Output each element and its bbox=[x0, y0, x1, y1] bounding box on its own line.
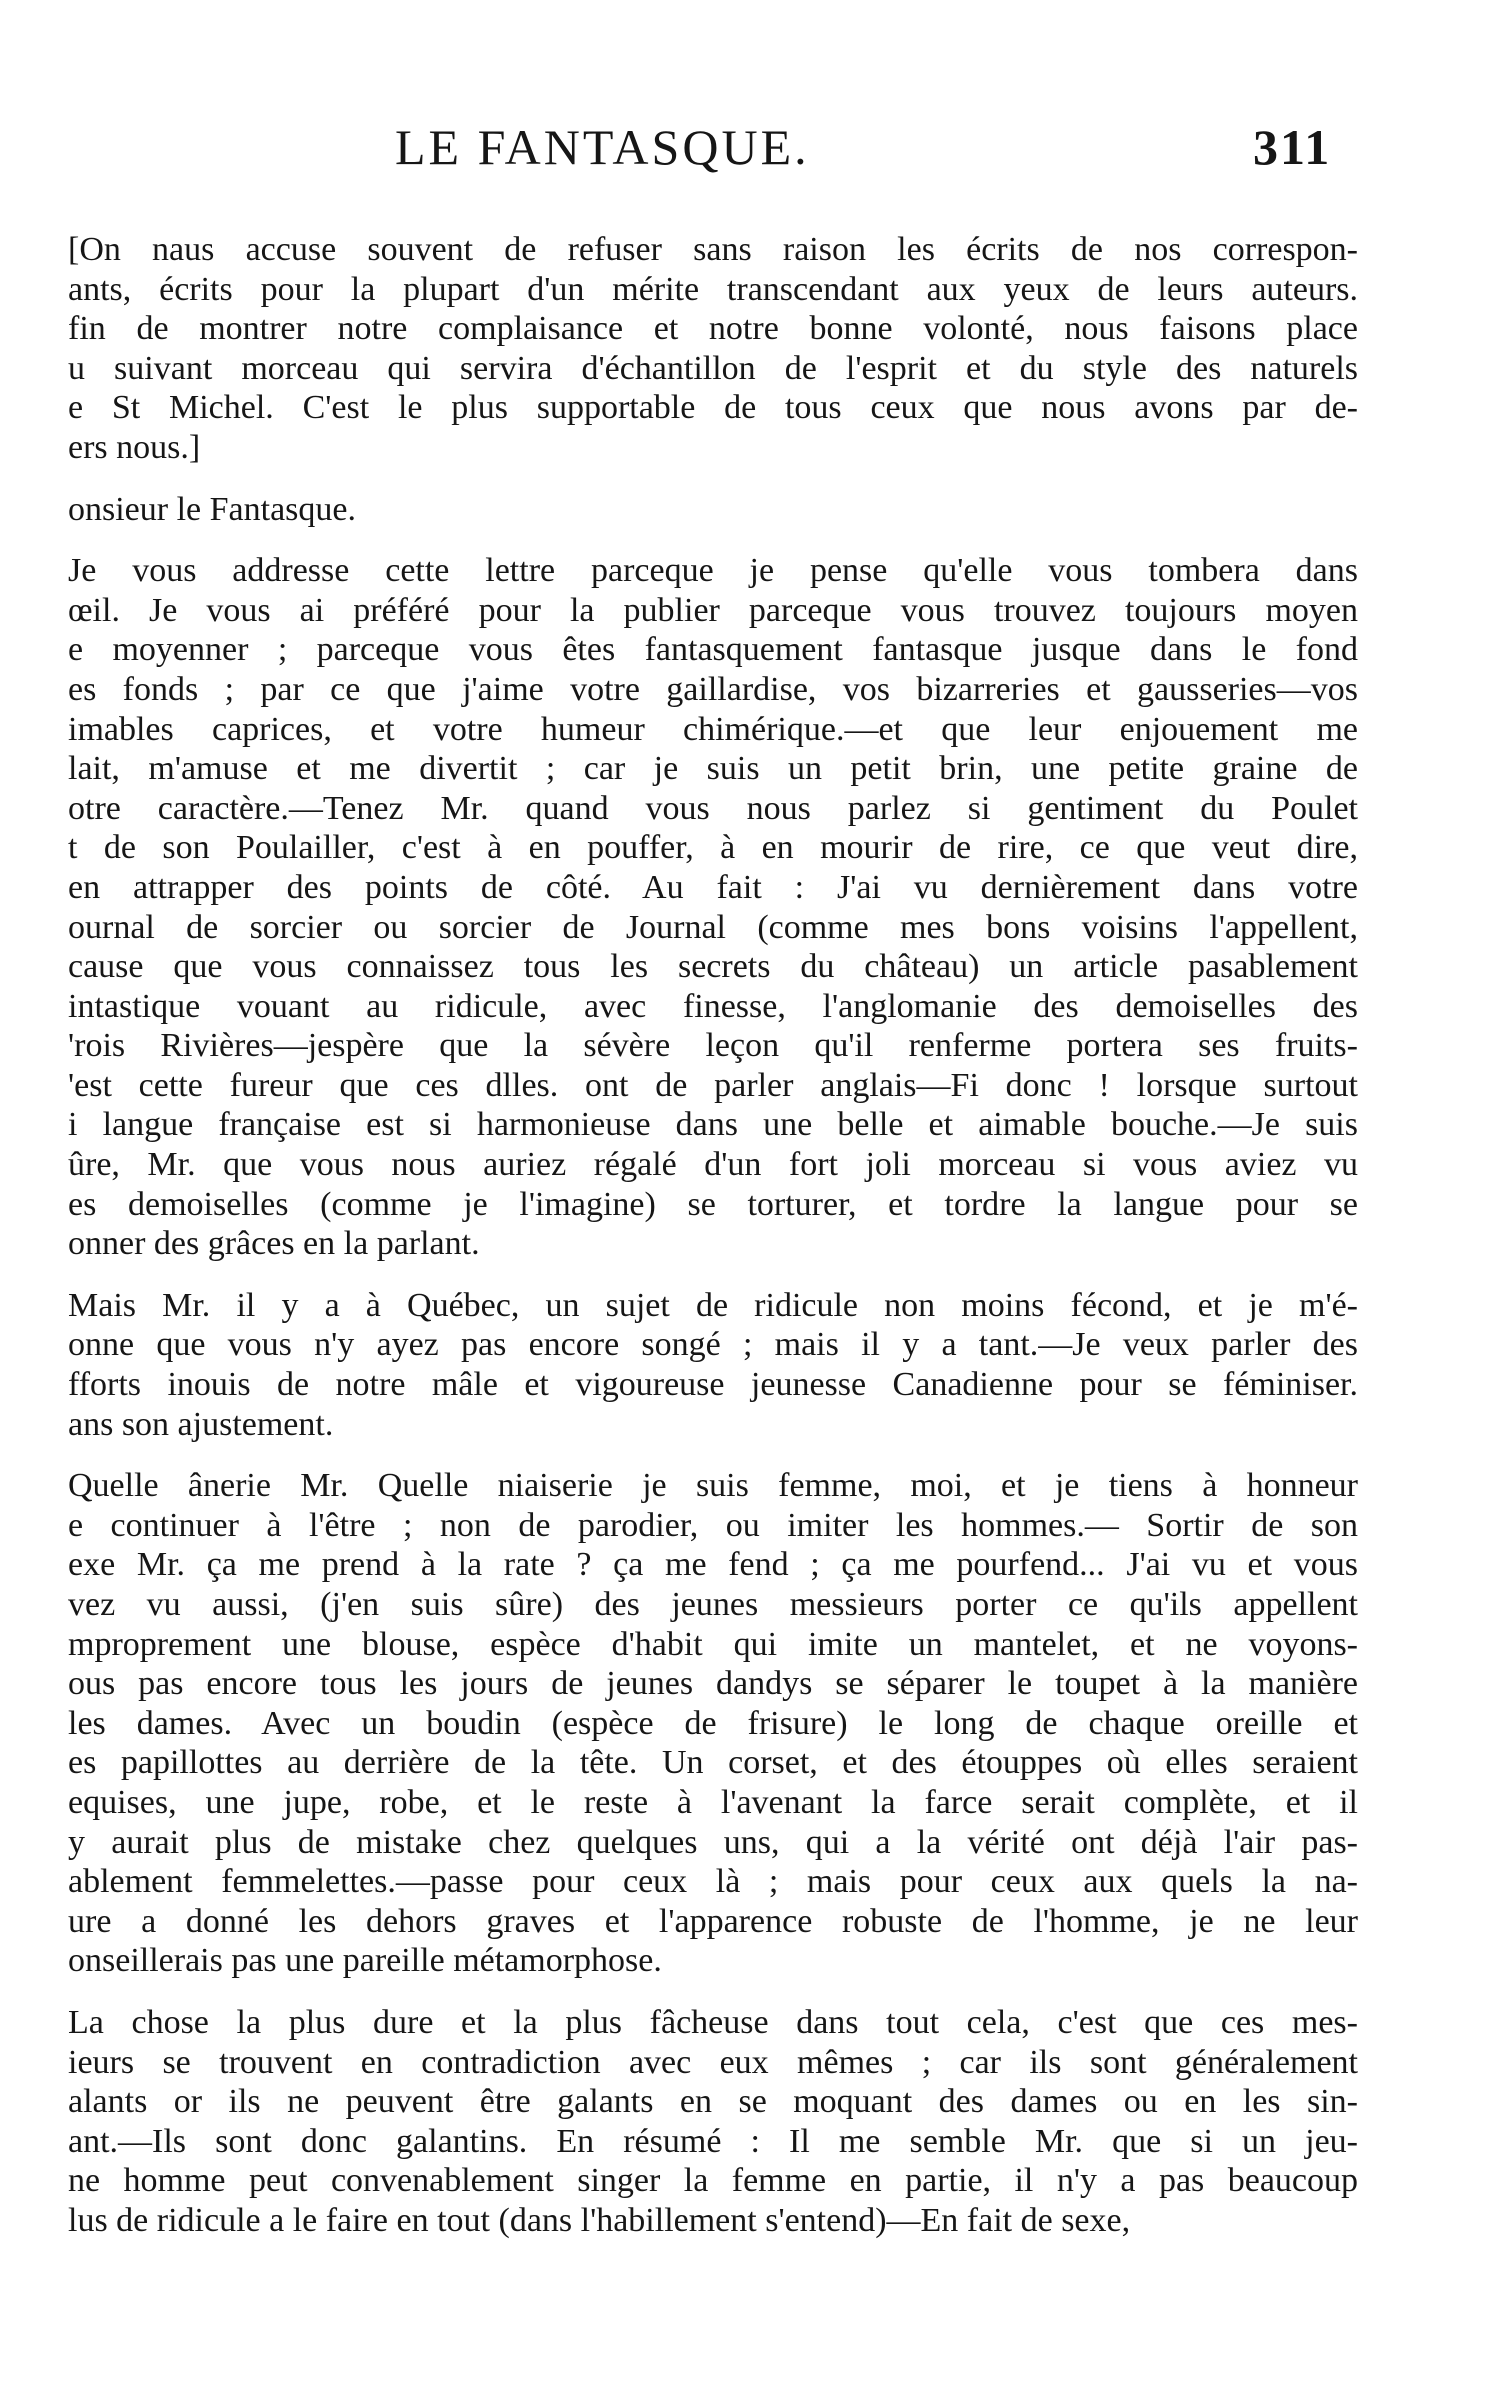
text-line: onner des grâces en la parlant. bbox=[68, 1225, 480, 1263]
paragraph bbox=[68, 1286, 1358, 1444]
paragraph bbox=[68, 2003, 1358, 2241]
text-line: i langue française est si harmonieuse dans une belle et aimable bouche.—Je suis bbox=[68, 1106, 1358, 1144]
paragraph-gap bbox=[68, 1981, 1358, 2003]
text-line: ne homme peut convenablement singer la femme en partie, il n'y a pas beaucoup bbox=[68, 2162, 1358, 2200]
text-line: imables caprices, et votre humeur chimérique.—et que leur enjouement me bbox=[68, 710, 1358, 748]
text-line: ers nous.] bbox=[68, 428, 201, 466]
text-line: alants or ils ne peuvent être galants en se moquant des dames ou en les sin- bbox=[68, 2083, 1358, 2121]
text-line: 'rois Rivières—jespère que la sévère leçon qu'il renferme portera ses fruits- bbox=[68, 1027, 1358, 1065]
text-line: ieurs se trouvent en contradiction avec eux mêmes ; car ils sont généralement bbox=[68, 2043, 1358, 2081]
text-line: Mais Mr. il y a à Québec, un sujet de ridicule non moins fécond, et je m'é- bbox=[68, 1286, 1358, 1324]
text-line: vez vu aussi, (j'en suis sûre) des jeunes messieurs porter ce qu'ils appellent bbox=[68, 1586, 1358, 1623]
paragraph-gap bbox=[68, 1444, 1358, 1466]
text-line: Quelle ânerie Mr. Quelle niaiserie je suis femme, moi, et je tiens à honneur bbox=[68, 1467, 1358, 1505]
text-line: Je vous addresse cette lettre parceque je pense qu'elle vous tombera dans bbox=[68, 552, 1358, 590]
text-line: e continuer à l'être ; non de parodier, ou imiter les hommes.— Sortir de son bbox=[68, 1506, 1358, 1544]
text-line: ure a donné les dehors graves et l'apparence robuste de l'homme, je ne leur bbox=[68, 1902, 1358, 1940]
text-line: ûre, Mr. que vous nous auriez régalé d'un fort joli morceau si vous aviez vu bbox=[68, 1146, 1358, 1184]
text-line: œil. Je vous ai préféré pour la publier parceque vous trouvez toujours moyen bbox=[68, 591, 1358, 629]
text-line: e moyenner ; parceque vous êtes fantasquement fantasque jusque dans le fond bbox=[68, 631, 1358, 669]
text-line: exe Mr. ça me prend à la rate ? ça me fend ; ça me pourfend... J'ai vu et vous bbox=[68, 1546, 1358, 1584]
text-line: onsieur le Fantasque. bbox=[68, 490, 356, 528]
text-line: fin de montrer notre complaisance et notre bonne volonté, nous faisons place bbox=[68, 310, 1358, 348]
text-line: ablement femmelettes.—passe pour ceux là ; mais pour ceux aux quels la na- bbox=[68, 1863, 1358, 1901]
text-line: en attrapper des points de côté. Au fait : J'ai vu dernièrement dans votre bbox=[68, 868, 1358, 906]
text-line: ous pas encore tous les jours de jeunes dandys se séparer le toupet à la manière bbox=[68, 1665, 1358, 1703]
text-line: 'est cette fureur que ces dlles. ont de parler anglais—Fi donc ! lorsque surtout bbox=[68, 1066, 1358, 1104]
text-line: lus de ridicule a le faire en tout (dans l'habillement s'entend)—En fait de sexe, bbox=[68, 2201, 1131, 2239]
text-line: es papillottes au derrière de la tête. Un corset, et des étouppes où elles seraient bbox=[68, 1744, 1358, 1782]
text-line: [On naus accuse souvent de refuser sans raison les écrits de nos correspon- bbox=[68, 231, 1358, 268]
paragraph bbox=[68, 1466, 1358, 1981]
text-line: es fonds ; par ce que j'aime votre gaillardise, vos bizarreries et gausseries—vos bbox=[68, 670, 1358, 708]
text-line: ournal de sorcier ou sorcier de Journal (comme mes bons voisins l'appellent, bbox=[68, 908, 1358, 946]
text-line: u suivant morceau qui servira d'échantillon de l'esprit et du style des naturels bbox=[68, 349, 1358, 387]
text-line: cause que vous connaissez tous les secrets du château) un article pasablement bbox=[68, 948, 1358, 986]
text-line: mproprement une blouse, espèce d'habit qui imite un mantelet, et ne voyons- bbox=[68, 1625, 1358, 1663]
paragraph bbox=[68, 490, 1358, 530]
paragraph bbox=[68, 230, 1358, 468]
text-line: otre caractère.—Tenez Mr. quand vous nous parlez si gentiment du Poulet bbox=[68, 789, 1358, 827]
text-line: onne que vous n'y ayez pas encore songé ; mais il y a tant.—Je veux parler des bbox=[68, 1326, 1358, 1364]
text-line: es demoiselles (comme je l'imagine) se torturer, et tordre la langue pour se bbox=[68, 1185, 1358, 1223]
text-line: equises, une jupe, robe, et le reste à l'avenant la farce serait complète, et il bbox=[68, 1783, 1358, 1821]
page-number: 311 bbox=[1253, 119, 1332, 175]
paragraph bbox=[68, 551, 1358, 1264]
text-line: La chose la plus dure et la plus fâcheuse dans tout cela, c'est que ces mes- bbox=[68, 2003, 1358, 2041]
text-line: ans son ajustement. bbox=[68, 1405, 334, 1443]
text-line: y aurait plus de mistake chez quelques uns, qui a la vérité ont déjà l'air pas- bbox=[68, 1823, 1358, 1861]
article-body bbox=[68, 230, 1358, 2241]
text-line: ants, écrits pour la plupart d'un mérite transcendant aux yeux de leurs auteurs. bbox=[68, 270, 1358, 308]
running-title: LE FANTASQUE. bbox=[395, 119, 810, 175]
text-line: lait, m'amuse et me divertit ; car je suis un petit brin, une petite graine de bbox=[68, 750, 1358, 788]
text-line: ant.—Ils sont donc galantins. En résumé : Il me semble Mr. que si un jeu- bbox=[68, 2122, 1358, 2160]
text-line: t de son Poulailler, c'est à en pouffer, à en mourir de rire, ce que veut dire, bbox=[68, 829, 1358, 867]
paragraph-gap bbox=[68, 529, 1358, 551]
paragraph-gap bbox=[68, 1264, 1358, 1286]
paragraph-gap bbox=[68, 468, 1358, 490]
running-header bbox=[0, 118, 1499, 188]
text-line: e St Michel. C'est le plus supportable de tous ceux que nous avons par de- bbox=[68, 389, 1358, 427]
text-line: intastique vouant au ridicule, avec finesse, l'anglomanie des demoiselles des bbox=[68, 987, 1358, 1025]
text-line: fforts inouis de notre mâle et vigoureuse jeunesse Canadienne pour se féminiser. bbox=[68, 1366, 1358, 1404]
text-line: onseillerais pas une pareille métamorphose. bbox=[68, 1942, 662, 1980]
text-line: les dames. Avec un boudin (espèce de frisure) le long de chaque oreille et bbox=[68, 1704, 1358, 1742]
